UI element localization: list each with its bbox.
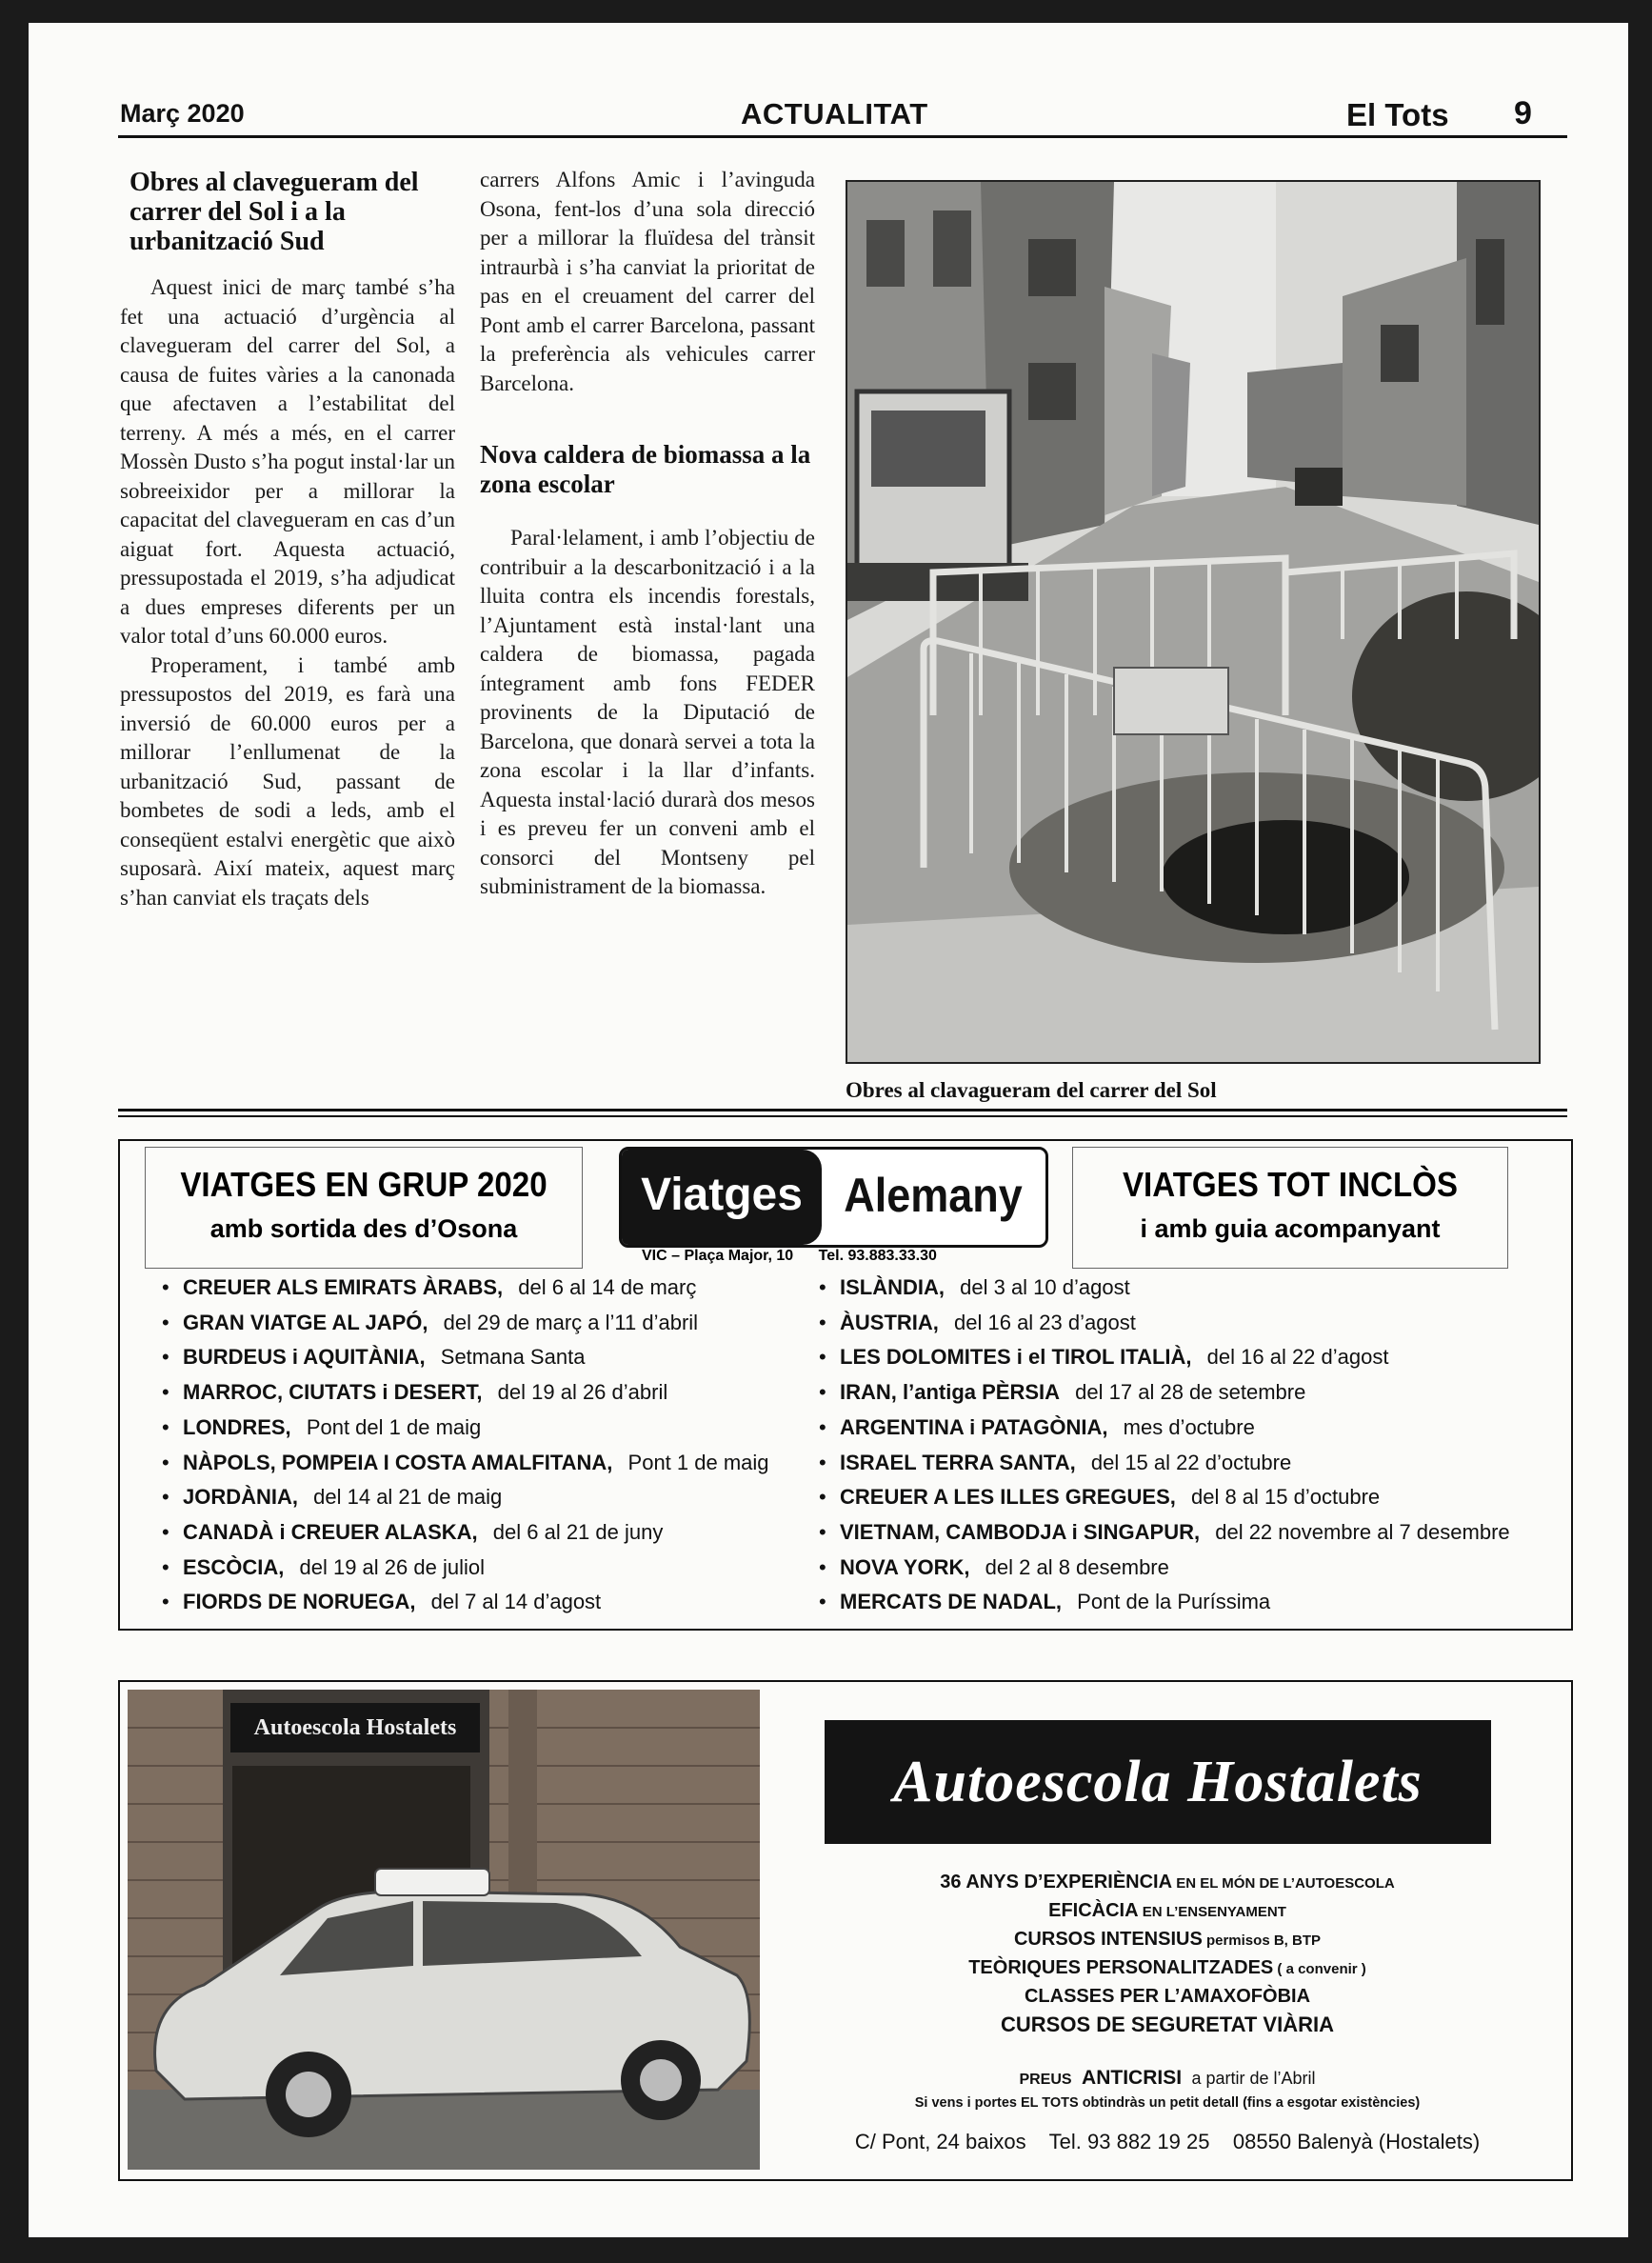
service-highlight: EFICÀCIA [1048,1900,1139,1921]
trip-dates: del 16 al 22 d’agost [1206,1345,1389,1370]
agency-phone: Tel. 93.883.33.30 [818,1248,937,1264]
trip-item [162,1271,790,1306]
issue-date: Març 2020 [120,99,245,128]
driving-school-storefront-photo [128,1690,760,2170]
trip-name: NÀPOLS, POMPEIA I COSTA AMALFITANA, [183,1450,613,1474]
trip-dates: del 16 al 23 d’agost [954,1310,1136,1334]
trip-dates: Pont de la Puríssima [1077,1590,1271,1614]
trip-name: CANADÀ i CREUER ALASKA, [183,1519,478,1544]
publication-name: El Tots [1346,97,1449,132]
trip-name: ÀUSTRIA, [840,1310,939,1334]
trip-name: ISLÀNDIA, [840,1275,945,1299]
trip-dates: Setmana Santa [440,1345,586,1370]
driving-school-address: C/ Pont, 24 baixos Tel. 93 882 19 25 08550 Balenyà (Hostalets) [854,2130,1481,2153]
trip-name: ARGENTINA i PATAGÒNIA, [840,1414,1108,1439]
trip-name: CREUER ALS EMIRATS ÀRABS, [183,1275,504,1299]
trip-dates: del 29 de març a l’11 d’abril [443,1310,699,1334]
driving-school-services [767,1869,1567,2041]
agency-address-text: VIC – Plaça Major, 10 [642,1248,794,1264]
price-offer [767,2067,1567,2090]
trip-item [162,1515,790,1551]
trip-name: ESCÒCIA, [183,1554,285,1579]
trip-name: CREUER A LES ILLES GREGUES, [840,1485,1176,1510]
article-paragraph: Properament, i també amb pressupostos del 2019, es farà una inversió de 60.000 euros per a millorar l’enllumenat de la urbanització Sud, passant de bombetes de sodi a leds, amb el conseqüent estalvi energètic que això suposarà. Així mateix, aquest març s’han canviat els traçats dels [120,652,455,910]
trip-item [819,1585,1562,1620]
service-line [767,2012,1567,2041]
bullet: • [819,1380,826,1405]
trip-name: ISRAEL TERRA SANTA, [840,1450,1076,1474]
trip-name: GRAN VIATGE AL JAPÓ, [183,1310,428,1334]
construction-scene-image [847,182,1539,1062]
service-line [767,1897,1567,1926]
bullet: • [162,1485,169,1510]
all-inclusive-subheading: i amb guia acompanyant [1140,1214,1441,1243]
service-detail: permisos B, BTP [1202,1933,1321,1949]
trip-item [162,1585,790,1620]
gift-note: Si vens i portes EL TOTS obtindràs un petit detall (fins a esgotar existències) [914,2095,1421,2111]
trip-dates: del 22 novembre al 7 desembre [1215,1519,1510,1544]
bullet: • [162,1519,169,1544]
trip-dates: del 14 al 21 de maig [313,1485,503,1510]
trip-dates: del 3 al 10 d’agost [960,1275,1130,1299]
group-trips-heading-box [145,1147,583,1269]
trip-name: IRAN, l’antiga PÈRSIA [840,1380,1061,1405]
trip-dates: Pont del 1 de maig [306,1414,482,1439]
service-line [767,1869,1567,1897]
service-detail: EN L’ENSENYAMENT [1138,1904,1286,1920]
bullet: • [819,1345,826,1370]
logo-word-viatges: Viatges [622,1150,822,1245]
trip-item [162,1480,790,1515]
trip-name: MARROC, CIUTATS i DESERT, [183,1380,483,1405]
service-detail: ( a convenir ) [1273,1961,1366,1977]
travel-agency-ad [118,1139,1573,1631]
trip-name: MERCATS DE NADAL, [840,1590,1063,1614]
bullet: • [819,1450,826,1474]
trip-name: VIETNAM, CAMBODJA i SINGAPUR, [840,1519,1201,1544]
trip-dates: del 8 al 15 d’octubre [1190,1485,1381,1510]
service-highlight: 36 ANYS D’EXPERIÈNCIA [940,1872,1173,1893]
trip-dates: del 15 al 22 d’octubre [1090,1450,1292,1474]
trip-name: BURDEUS i AQUITÀNIA, [183,1345,426,1370]
viatges-alemany-logo [619,1147,1048,1248]
trip-item [819,1375,1562,1411]
price-suffix: a partir de l’Abril [1191,2069,1316,2088]
header-rule [118,135,1567,138]
bullet: • [819,1414,826,1439]
service-line [767,1926,1567,1954]
price-highlight: ANTICRISI [1082,2067,1183,2089]
bullet: • [819,1485,826,1510]
article-paragraph: Aquest inici de març també s’ha fet una actuació d’urgència al clavegueram del carrer del Sol, a causa de fuites vàries a la canonada que afectaven a l’estabilitat del terreny. A més a més, en el carrer Mossèn Dusto s’ha pogut instal·lar un sobreeixidor per a millorar la capacitat del clavegueram en cas d’un aiguat fort. Aquesta actuació, pressupostada el 2019, s’ha adjudicat a dues empreses diferents per un valor total d’uns 60.000 euros. [120,275,455,648]
price-prefix: PREUS [1019,2072,1072,2088]
group-trips-subheading: amb sortida des d’Osona [209,1214,518,1243]
logo-word-alemany: Alemany [844,1169,1023,1222]
section-title: ACTUALITAT [741,97,928,130]
service-line [767,1983,1567,2012]
article-title: Nova caldera de biomassa a la zona escolar [480,440,811,498]
trip-name: NOVA YORK, [840,1554,970,1579]
bullet: • [162,1554,169,1579]
bullet: • [819,1590,826,1614]
trip-item [819,1271,1562,1306]
article-paragraph: Paral·lelament, i amb l’objectiu de contribuir a la descarbonització i a la lluita contra els incendis forestals, l’Ajuntament està instal·lant una caldera de biomassa, pagada íntegrament amb fons FEDER provinents de la Diputació de Barcelona, que donarà servei a tota la zona escolar i la llar d’infants. Aquesta instal·lació durarà dos mesos i es preveu fer un conveni amb el consorci del Montseny pel subministrament de la biomassa. [480,526,815,898]
trip-item [819,1411,1562,1446]
trip-item [162,1306,790,1341]
trip-dates: mes d’octubre [1123,1414,1255,1439]
bullet: • [819,1554,826,1579]
service-detail: EN EL MÓN DE L’AUTOESCOLA [1172,1875,1395,1892]
service-line [767,1954,1567,1983]
article-column-2 [480,166,815,902]
all-inclusive-trips-list [819,1271,1562,1620]
trip-dates: del 19 al 26 de juliol [299,1554,485,1579]
page-number: 9 [1514,95,1532,131]
article-column-1 [120,168,455,912]
bullet: • [162,1310,169,1334]
trip-name: FIORDS DE NORUEGA, [183,1590,416,1614]
trip-item [819,1446,1562,1481]
bullet: • [162,1345,169,1370]
trip-dates: del 17 al 28 de setembre [1075,1380,1306,1405]
group-trips-heading: VIATGES EN GRUP 2020 [180,1165,547,1204]
trip-item [819,1340,1562,1375]
trip-dates: del 7 al 14 d’agost [430,1590,602,1614]
trip-dates: del 19 al 26 d’abril [497,1380,668,1405]
trip-item [162,1446,790,1481]
agency-address [642,1248,937,1265]
trip-item [819,1551,1562,1586]
trip-name: LONDRES, [183,1414,291,1439]
section-divider [118,1109,1567,1111]
trip-item [819,1306,1562,1341]
bullet: • [162,1414,169,1439]
bullet: • [162,1450,169,1474]
article-paragraph: carrers Alfons Amic i l’avinguda Osona, fent-los d’una sola direcció per a millorar la fluïdesa del trànsit intraurbà i s’ha canviat la prioritat de pas en el creuament del carrer del Pont amb el carrer Barcelona, passant la preferència als vehicules carrer Barcelona. [480,168,815,395]
section-divider [118,1115,1567,1117]
bullet: • [819,1275,826,1299]
magazine-page [29,23,1628,2237]
service-highlight: CURSOS INTENSIUS [1013,1929,1203,1950]
bullet: • [162,1590,169,1614]
autoescola-hostalets-logo: Autoescola Hostalets [825,1720,1491,1844]
trip-dates: del 6 al 21 de juny [492,1519,664,1544]
bullet: • [819,1310,826,1334]
trip-dates: del 6 al 14 de març [518,1275,697,1299]
service-highlight: TEÒRIQUES PERSONALITZADES [968,1957,1274,1978]
driving-school-ad [118,1680,1573,2181]
bullet: • [162,1275,169,1299]
storefront-sign: Autoescola Hostalets [230,1703,480,1752]
trip-item [162,1340,790,1375]
service-highlight: CURSOS DE SEGURETAT VIÀRIA [1001,2013,1334,2036]
service-highlight: CLASSES PER L’AMAXOFÒBIA [1024,1986,1311,2007]
trip-item [819,1515,1562,1551]
trip-dates: Pont 1 de maig [627,1450,769,1474]
trip-item [819,1480,1562,1515]
trip-dates: del 2 al 8 desembre [985,1554,1169,1579]
trip-item [162,1411,790,1446]
trip-name: JORDÀNIA, [183,1485,299,1510]
storefront-car-image [128,1690,760,2170]
trip-item [162,1375,790,1411]
trip-name: LES DOLOMITES i el TIROL ITALIÀ, [840,1345,1192,1370]
bullet: • [819,1519,826,1544]
trip-item [162,1551,790,1586]
bullet: • [162,1380,169,1405]
all-inclusive-heading-box [1072,1147,1508,1269]
photo-caption: Obres al clavagueram del carrer del Sol [846,1078,1217,1102]
street-works-photo [846,180,1541,1064]
group-trips-list [162,1271,790,1620]
article-title: Obres al clavegueram del carrer del Sol i a la urbanització Sud [129,168,419,256]
all-inclusive-heading: VIATGES TOT INCLÒS [1122,1165,1459,1204]
